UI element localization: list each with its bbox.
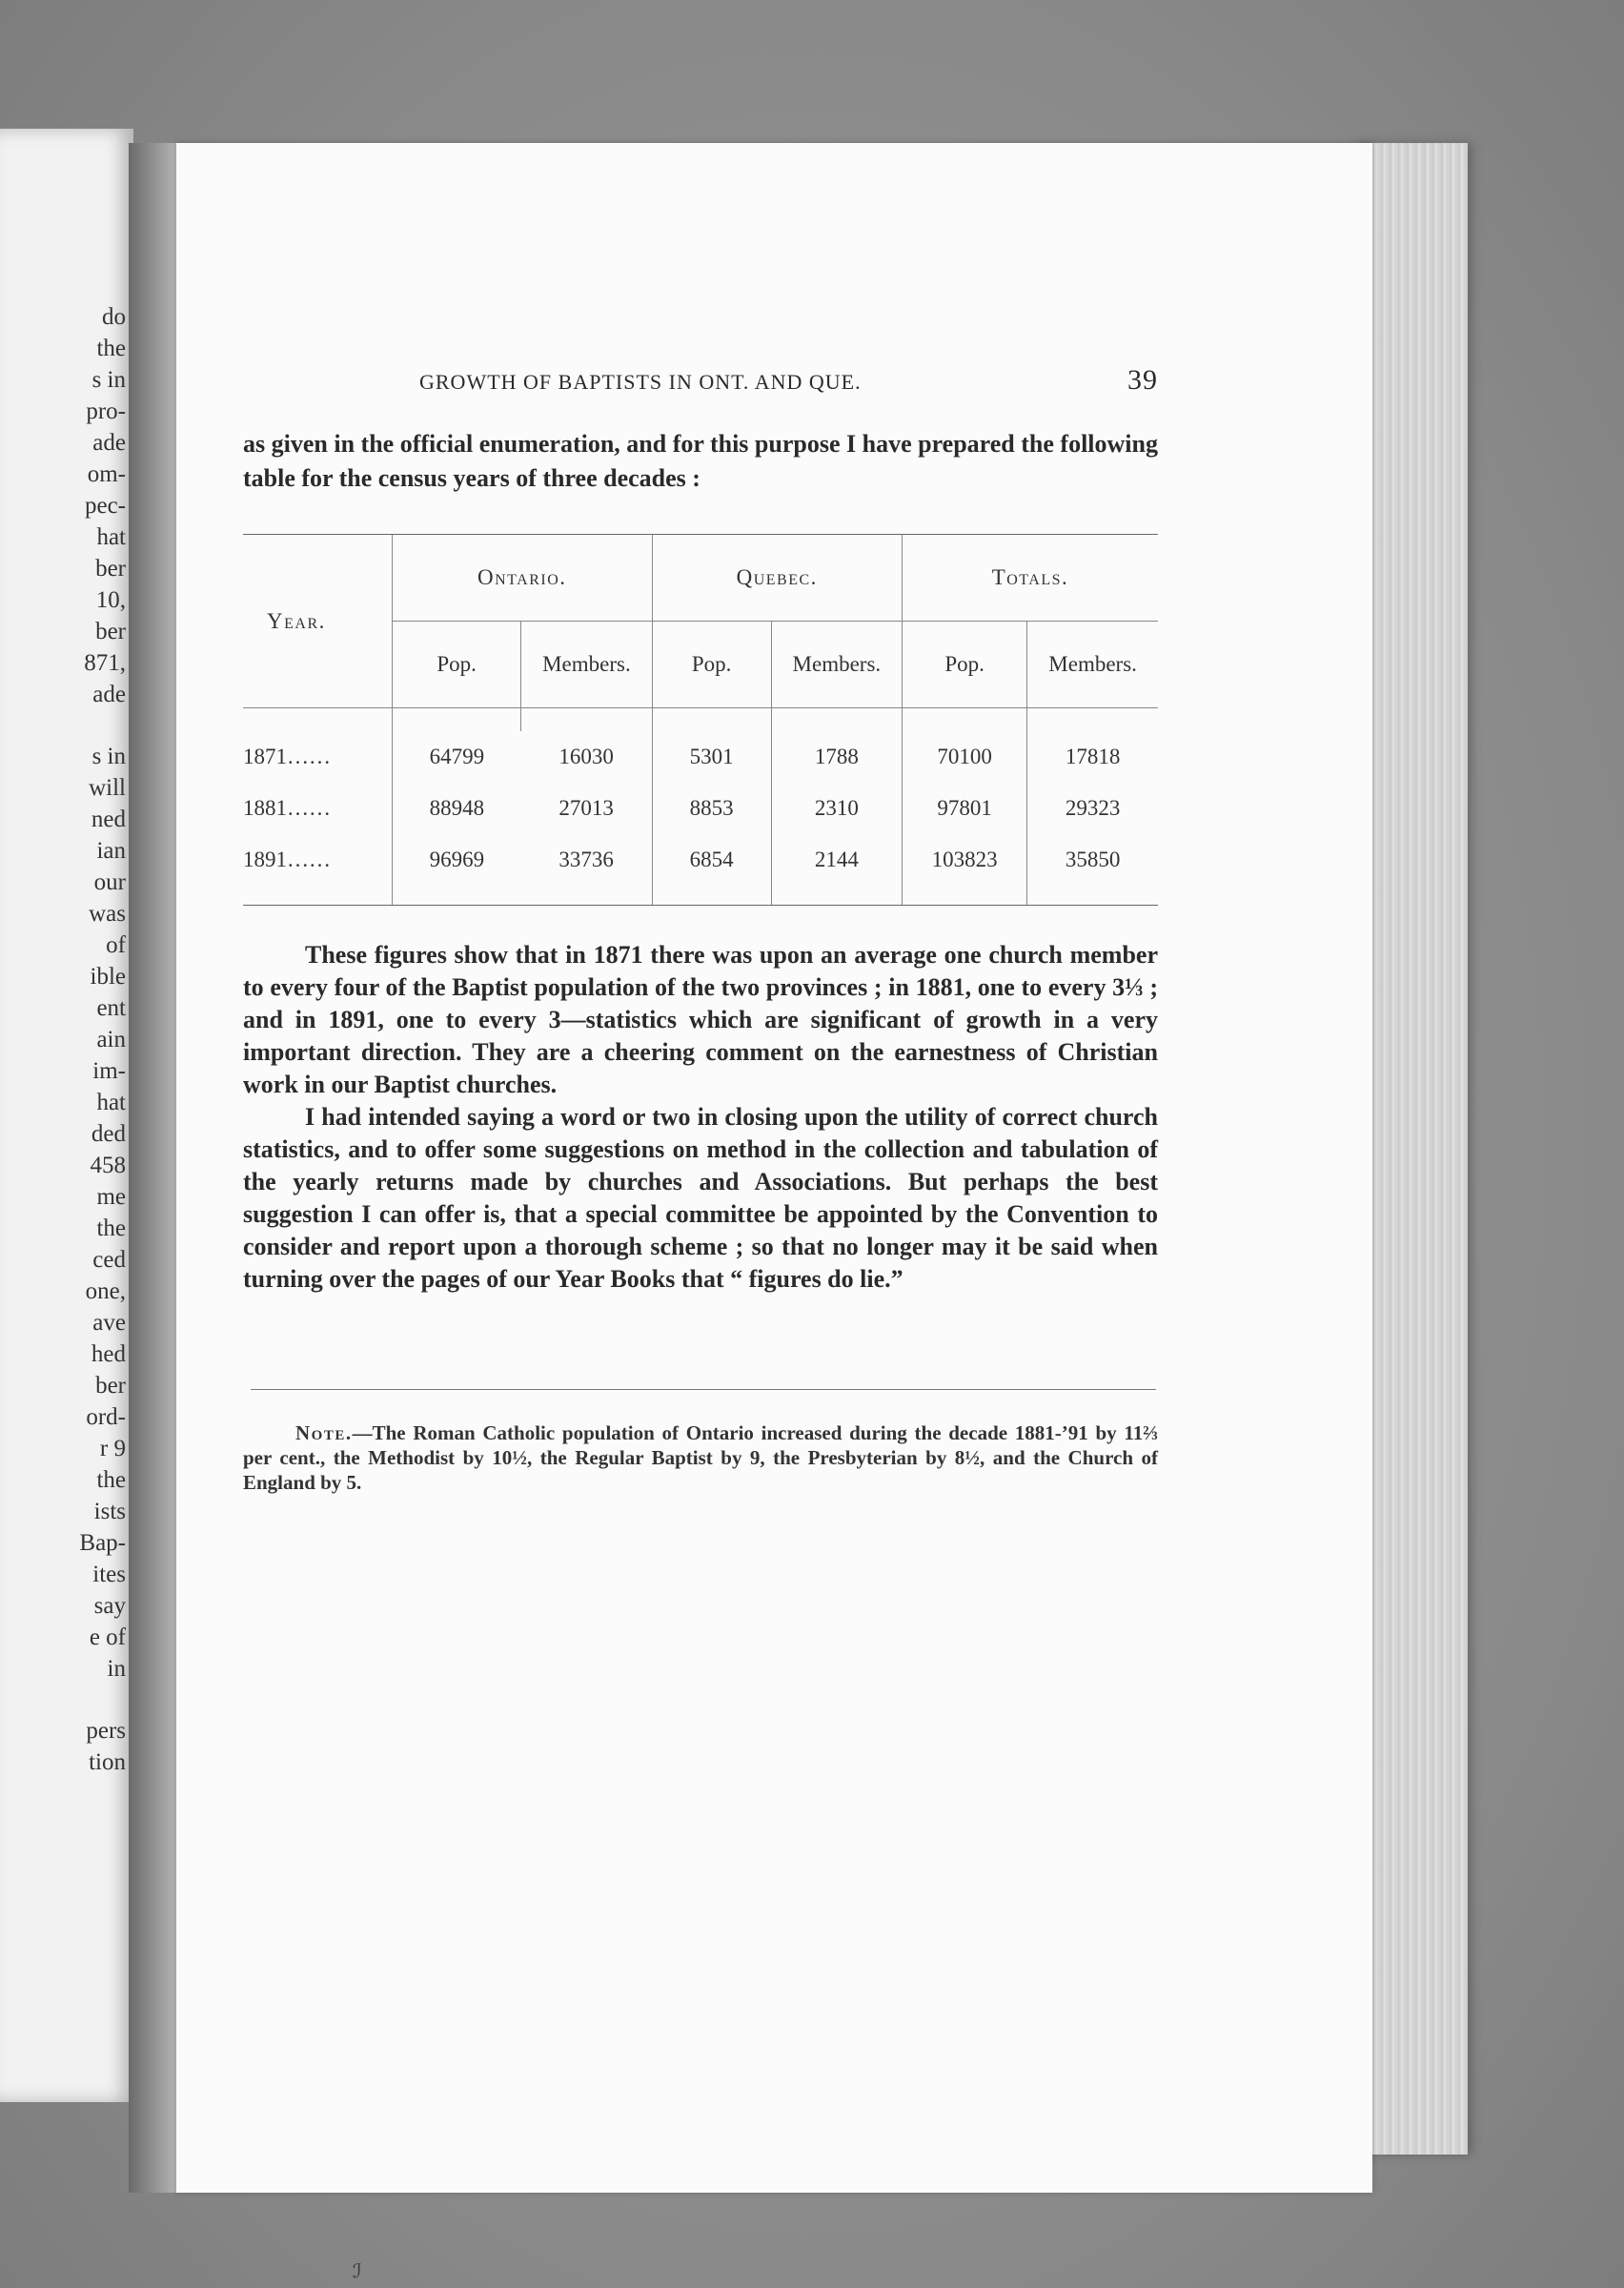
left-page-fragment: ave — [92, 1310, 126, 1336]
left-page-fragment: ade — [92, 430, 126, 456]
quebec-pop-cell: 5301 — [652, 731, 771, 783]
book-gutter — [129, 143, 176, 2193]
body-text — [243, 939, 1158, 1296]
ontario-members-cell: 27013 — [558, 796, 614, 820]
left-page-fragment: me — [96, 1184, 126, 1210]
ontario-pop-cell: 64799 — [393, 731, 521, 783]
left-page-fragment: ber — [95, 556, 126, 582]
left-page-fragment: ian — [96, 838, 126, 864]
group-header-quebec: Quebec. — [652, 535, 902, 622]
table-row — [243, 834, 1158, 886]
left-page-fragment: ord- — [86, 1404, 126, 1430]
footnote-label: Note. — [295, 1421, 353, 1444]
year-header: Year. — [243, 535, 393, 708]
running-title: GROWTH OF BAPTISTS IN ONT. AND QUE. — [419, 370, 862, 394]
left-page-fragment: pec- — [84, 493, 126, 519]
left-page-fragment: tion — [89, 1749, 126, 1775]
left-page-fragment: ain — [96, 1027, 126, 1052]
quebec-pop-cell: 6854 — [652, 834, 771, 886]
totals-members-cell: 35850 — [1027, 834, 1158, 886]
ontario-pop-cell: 96969 — [393, 834, 521, 886]
quebec-members-cell: 2310 — [771, 783, 902, 834]
table-row — [243, 731, 1158, 783]
ontario-pop-cell: 88948 — [393, 783, 521, 834]
left-page-fragment: pers — [86, 1718, 126, 1744]
year-cell: 1871…… — [243, 745, 331, 768]
left-page-fragment: s in — [91, 367, 126, 393]
footnote — [243, 1420, 1158, 1495]
left-page-fragment: ites — [92, 1562, 126, 1587]
subheader-totals-pop: Pop. — [903, 622, 1027, 708]
left-page-fragment: was — [89, 901, 126, 927]
running-head — [243, 362, 1158, 400]
totals-pop-cell: 103823 — [903, 834, 1027, 886]
left-page-fragment: ent — [96, 995, 126, 1021]
quebec-members-cell: 2144 — [771, 834, 902, 886]
subheader-quebec-pop: Pop. — [652, 622, 771, 708]
left-page-fragment: ded — [91, 1121, 126, 1147]
left-page-fragment: will — [89, 775, 126, 801]
group-header-totals: Totals. — [903, 535, 1159, 622]
left-page-edge — [0, 129, 133, 2102]
left-page-fragment: ible — [90, 964, 126, 990]
subheader-totals-members: Members. — [1027, 622, 1158, 708]
left-page-fragment: the — [96, 1216, 126, 1241]
left-page-fragment: im- — [92, 1058, 126, 1084]
left-page-fragment: our — [93, 869, 126, 895]
left-page-fragment: in — [107, 1656, 126, 1682]
left-page-fragment: 10, — [95, 587, 126, 613]
left-page-fragment: one, — [85, 1278, 126, 1304]
left-page-fragment: the — [96, 1467, 126, 1493]
ontario-members-cell: 33736 — [558, 848, 614, 871]
left-page-fragment: ber — [95, 1373, 126, 1399]
table-row — [243, 783, 1158, 834]
left-page-fragment: ced — [92, 1247, 126, 1273]
paragraph-figures: These figures show that in 1871 there was upon an average one church member to every four of the Baptist population of the two provinces ; in 1881, one to every 3⅓ ; and in 1891, one to every 3—statistics which are significant of growth in a very important direction. They are a cheering comment on the earnestness of Christian work in our Baptist churches. — [243, 941, 1158, 1098]
totals-pop-cell: 97801 — [903, 783, 1027, 834]
quebec-members-cell: 1788 — [771, 731, 902, 783]
paragraph-closing: I had intended saying a word or two in closing upon the utility of correct church statistics, and to offer some suggestions on method in the collection and tabulation of the yearly returns made by churches and Associations. But perhaps the best suggestion I can offer is, that a special committee be appointed by the Convention to consider and report upon a thorough scheme ; so that no longer may it be said when turning over the pages of our Year Books that “ figures do lie.” — [243, 1103, 1158, 1293]
left-page-fragment: ber — [95, 619, 126, 644]
left-page-fragment: om- — [87, 461, 126, 487]
left-page-fragment: ned — [91, 807, 126, 832]
ontario-members-cell: 16030 — [558, 745, 614, 768]
bottom-mark: ℐ — [353, 2261, 362, 2282]
subheader-ontario-members: Members. — [521, 622, 652, 708]
left-page-fragment: hat — [96, 1090, 126, 1115]
left-page-fragment: 458 — [90, 1153, 126, 1178]
left-page-fragment: hed — [91, 1341, 126, 1367]
totals-members-cell: 29323 — [1027, 783, 1158, 834]
page-number: 39 — [1127, 364, 1158, 396]
subheader-quebec-members: Members. — [771, 622, 902, 708]
census-table — [243, 534, 1158, 906]
intro-paragraph: as given in the official enumeration, and for this purpose I have prepared the following table for the census years of three decades : — [243, 430, 1158, 492]
left-page-fragment: the — [96, 336, 126, 361]
subheader-ontario-pop: Pop. — [393, 622, 521, 708]
group-header-ontario: Ontario. — [393, 535, 653, 622]
left-page-fragment: 871, — [84, 650, 126, 676]
quebec-pop-cell: 8853 — [652, 783, 771, 834]
left-page-fragment: of — [106, 932, 126, 958]
footnote-rule — [251, 1389, 1156, 1390]
left-page-fragment: s in — [91, 744, 126, 769]
left-page-fragment: r 9 — [99, 1436, 126, 1461]
totals-pop-cell: 70100 — [903, 731, 1027, 783]
left-page-fragment: pro- — [86, 398, 126, 424]
left-page-fragment: do — [102, 304, 126, 330]
left-page-fragment: e of — [89, 1624, 126, 1650]
left-page-fragment: Bap- — [79, 1530, 126, 1556]
totals-members-cell: 17818 — [1027, 731, 1158, 783]
left-page-fragment: ists — [93, 1499, 126, 1524]
footnote-text: —The Roman Catholic population of Ontario increased during the decade 1881-’91 by 11⅔ per cent., the Methodist by 10½, the Regular Baptist by 9, the Presbyterian by 8½, and the Church of England by 5. — [243, 1421, 1158, 1494]
left-page-fragment: ade — [92, 682, 126, 707]
left-page-fragment: hat — [96, 524, 126, 550]
year-cell: 1891…… — [243, 848, 331, 871]
year-cell: 1881…… — [243, 796, 331, 820]
left-page-fragment: say — [93, 1593, 126, 1619]
